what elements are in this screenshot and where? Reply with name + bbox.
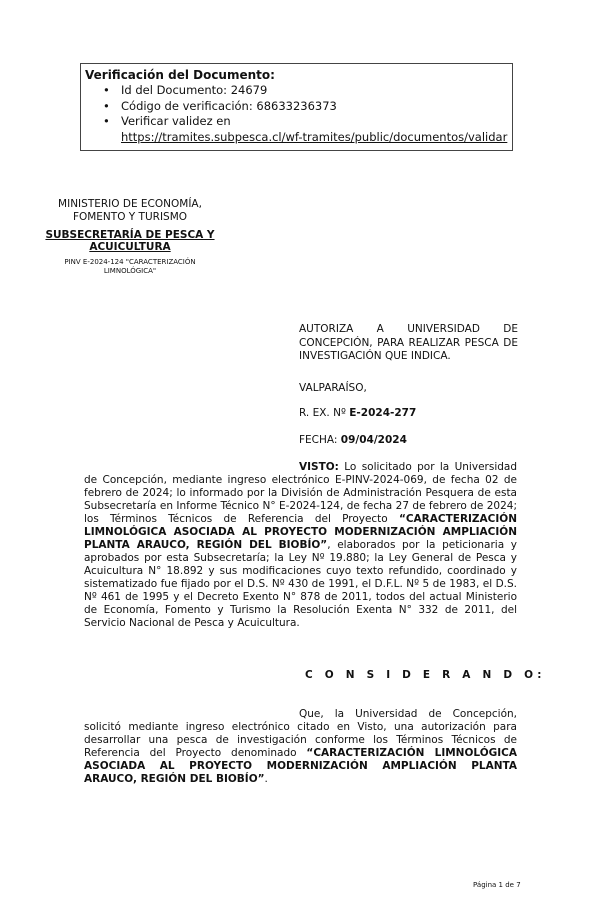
place: VALPARAÍSO, <box>299 382 367 394</box>
ministry-line: FOMENTO Y TURISMO <box>72 211 188 223</box>
considerando-heading: C O N S I D E R A N D O: <box>305 669 546 681</box>
verify-label: Verificar validez en <box>121 114 231 128</box>
resolution-prefix: R. EX. Nº <box>299 407 350 419</box>
list-item <box>85 114 512 130</box>
pinv-line: LIMNOLÓGICA" <box>103 267 157 275</box>
verification-code: Código de verificación: 68633236373 <box>121 98 337 113</box>
visto-label: VISTO: <box>299 461 339 473</box>
que-text: Que, la Universidad de Concepción, solicitó mediante ingreso electrónico citado en Visto, una autorización para desarrollar una pesca de investigación conforme los Términos Técnicos de Referencia del Proyecto denominado <box>84 708 517 759</box>
subsecretaria-line: SUBSECRETARÍA DE PESCA Y <box>45 229 215 241</box>
visto-project: “CARACTERIZACIÓN LIMNOLÓGICA ASOCIADA AL PROYECTO MODERNIZACIÓN AMPLIACIÓN PLANTA ARAUCO, REGIÓN DEL BIOBÍO” <box>84 513 517 551</box>
list-item <box>85 99 512 115</box>
verification-title: Verificación del Documento: <box>85 68 275 82</box>
verification-list <box>85 83 512 130</box>
que-paragraph <box>84 708 517 786</box>
pinv-reference <box>30 258 230 276</box>
ministry-line: MINISTERIO DE ECONOMÍA, <box>58 198 202 210</box>
document-id: Id del Documento: 24679 <box>121 83 268 97</box>
bullet-icon: • <box>103 114 110 128</box>
date-prefix: FECHA: <box>299 434 341 446</box>
resolution-summary: AUTORIZA A UNIVERSIDAD DE CONCEPCIÓN, PARA REALIZAR PESCA DE INVESTIGACIÓN QUE INDICA. <box>299 323 518 362</box>
list-item <box>85 83 512 99</box>
pinv-line: PINV E-2024-124 "CARACTERIZACIÓN <box>64 258 196 266</box>
date-value: 09/04/2024 <box>340 434 407 446</box>
visto-text: Lo solicitado por la Universidad de Concepción, mediante ingreso electrónico E-PINV-2024-069, de fecha 02 de febrero de 2024; lo informado por la División de Administración Pesquera de esta Subsecretaría en Informe Técnico N° E-2024-124, de fecha 27 de febrero de 2024; los Términos Técnicos de Referencia del Proyecto <box>84 461 517 525</box>
verification-box <box>80 63 513 151</box>
que-text: . <box>264 773 268 785</box>
subsecretaria-line: ACUICULTURA <box>89 241 171 253</box>
ministry-name <box>30 198 230 224</box>
resolution-number <box>299 407 416 419</box>
resolution-date <box>299 434 407 446</box>
visto-text: , elaborados por la peticionaria y aprobados por esta Subsecretaría; la Ley Nº 19.880; la Ley General de Pesca y Acuicultura N° 18.892 y sus modificaciones cuyo texto refundido, coordinado y sistematizado fue fijado por el D.S. Nº 430 de 1991, el D.F.L. Nº 5 de 1983, el D.S. Nº 461 de 1995 y el Decreto Exento N° 878 de 2011, todos del actual Ministerio de Economía, Fomento y Turismo la Resolución Exenta N° 332 de 2011, del Servicio Nacional de Pesca y Acuicultura. <box>84 539 517 629</box>
resolution-value: E-2024-277 <box>349 407 417 419</box>
subsecretaria-name <box>30 229 230 253</box>
verification-link[interactable]: https://tramites.subpesca.cl/wf-tramites/public/documentos/validar <box>121 129 508 144</box>
bullet-icon: • <box>103 83 110 97</box>
page-number: Página 1 de 7 <box>473 881 521 889</box>
visto-paragraph <box>84 461 517 630</box>
bullet-icon: • <box>103 98 110 113</box>
que-project: “CARACTERIZACIÓN LIMNOLÓGICA ASOCIADA AL PROYECTO MODERNIZACIÓN AMPLIACIÓN PLANTA ARAUCO, REGIÓN DEL BIOBÍO” <box>84 747 517 785</box>
